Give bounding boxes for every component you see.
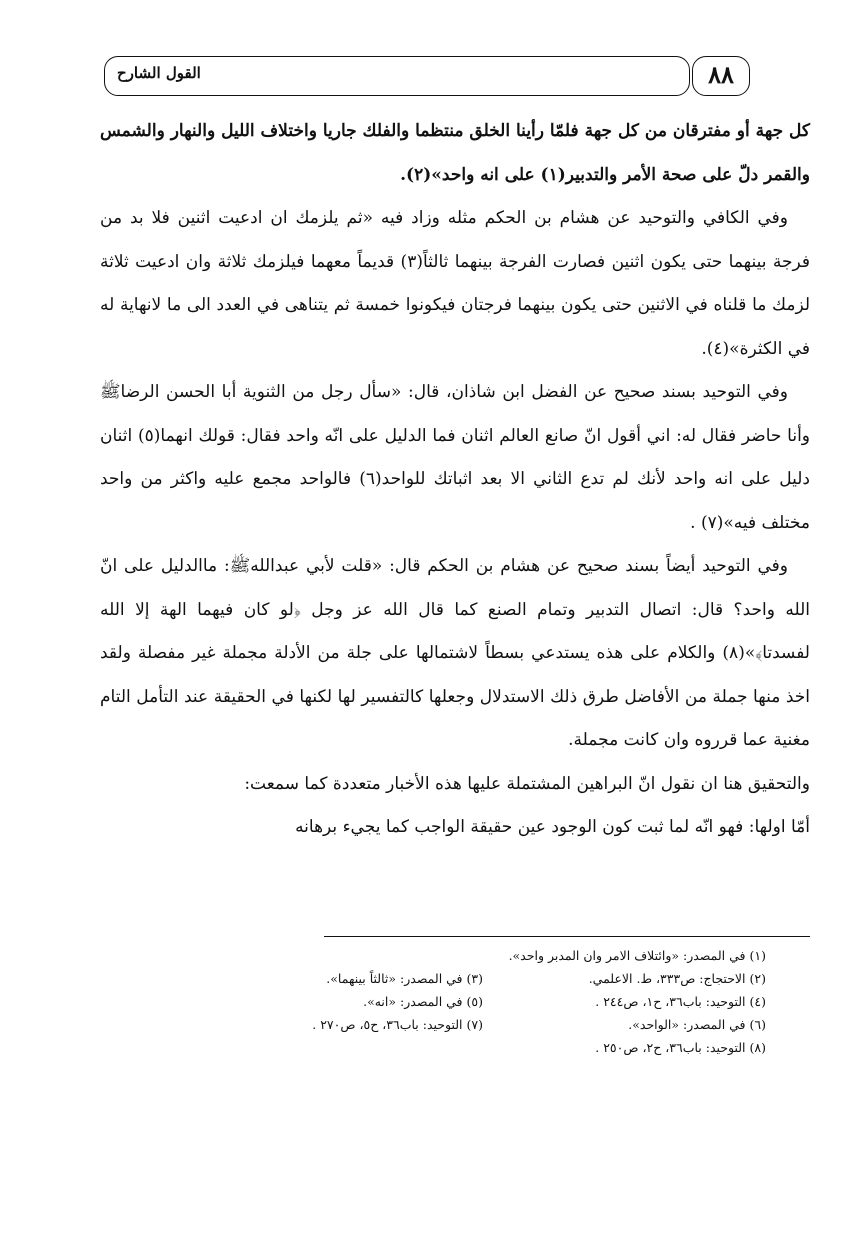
footnote-1: (١) في المصدر: «وائتلاف الامر وان المدبر واحد». <box>508 948 766 963</box>
paragraph-3 <box>100 371 810 545</box>
main-text <box>100 110 810 850</box>
paragraph-4-text: وفي التوحيد أيضاً بسند صحيح عن هشام بن الحكم قال: «قلت لأبي عبداللهﷺ: ماالدليل على انّ الله واحد؟ قال: اتصال التدبير وتمام الصنع كما قال الله عز وجل ﴿لو كان فيهما الهة إلا الله لفسدتا﴾»(٨) والكلام على هذه يستدعي بسطاً لاشتمالها على جلة من الأدلة مجملة غير مفصلة ولقد اخذ منها جملة من الأفاضل طرق ذلك الاستدلال وجعلها كالتفسير لها لكنها في الحقيقة عند التأمل التام مغنية عما قرروه وان كانت مجملة. <box>100 556 811 750</box>
paragraph-5 <box>100 763 810 807</box>
page-number-frame <box>692 56 750 96</box>
page-header <box>104 56 750 100</box>
footnote-2: (٢) الاحتجاج: ص٣٣٣، ط. الاعلمي. <box>588 971 766 986</box>
paragraph-3-text: وفي التوحيد بسند صحيح عن الفضل ابن شاذان، قال: «سأل رجل من الثنوية أبا الحسن الرضاﷺ وأنا حاضر فقال له: اني أقول انّ صانع العالم اثنان فما الدليل على انّه واحد فقال: قولك انهما(٥) اثنان دليل على انه واحد لأنك لم تدع الثاني الا بعد اثباتك للواحد(٦) فالواحد مجمع عليه واكثر من واحد مختلف فيه»(٧) . <box>100 382 810 533</box>
footnotes <box>200 944 766 1059</box>
running-title-frame <box>104 56 690 96</box>
footnote-7: (٧) التوحيد: باب٣٦، ح٥، ص٢٧٠ . <box>312 1017 483 1032</box>
paragraph-2 <box>100 197 810 371</box>
paragraph-5-text: والتحقيق هنا ان نقول انّ البراهين المشتملة عليها هذه الأخبار متعددة كما سمعت: <box>244 773 810 794</box>
page-number: ٨٨ <box>708 60 734 89</box>
paragraph-4 <box>100 545 810 763</box>
footnote-4: (٤) التوحيد: باب٣٦، ح١، ص٢٤٤ . <box>595 994 766 1009</box>
footnote-3: (٣) في المصدر: «ثالثاً بينهما». <box>326 971 483 986</box>
paragraph-2-text: وفي الكافي والتوحيد عن هشام بن الحكم مثله وزاد فيه «ثم يلزمك ان ادعيت اثنين فلا بد من فرجة بينهما حتى يكون اثنين فصارت الفرجة بينهما ثالثاً(٣) قديماً معهما فيلزمك ثلاثة وان ادعيت ثلاثة لزمك ما قلناه في الاثنين حتى يكون بينهما فرجتان فيكونوا خمسة ثم يتناهى في العدد الى ما لانهاية له في الكثرة»(٤). <box>100 208 810 359</box>
paragraph-6 <box>100 806 810 850</box>
footnote-6: (٦) في المصدر: «الواحد». <box>628 1017 766 1032</box>
footnote-8: (٨) التوحيد: باب٣٦، ح٢، ص٢٥٠ . <box>595 1040 766 1055</box>
paragraph-6-text: أمّا اولها: فهو انّه لما ثبت كون الوجود عين حقيقة الواجب كما يجيء برهانه <box>295 817 810 837</box>
footnote-separator <box>324 936 810 937</box>
paragraph-1 <box>100 110 810 197</box>
paragraph-1-text: كل جهة أو مفترقان من كل جهة فلمّا رأينا الخلق منتظما والفلك جاريا واختلاف الليل والنهار والشمس والقمر دلّ على صحة الأمر والتدبير(١) على انه واحد»(٢). <box>100 121 810 185</box>
footnote-5: (٥) في المصدر: «انه». <box>363 994 483 1009</box>
running-title: القول الشارح <box>117 64 201 82</box>
